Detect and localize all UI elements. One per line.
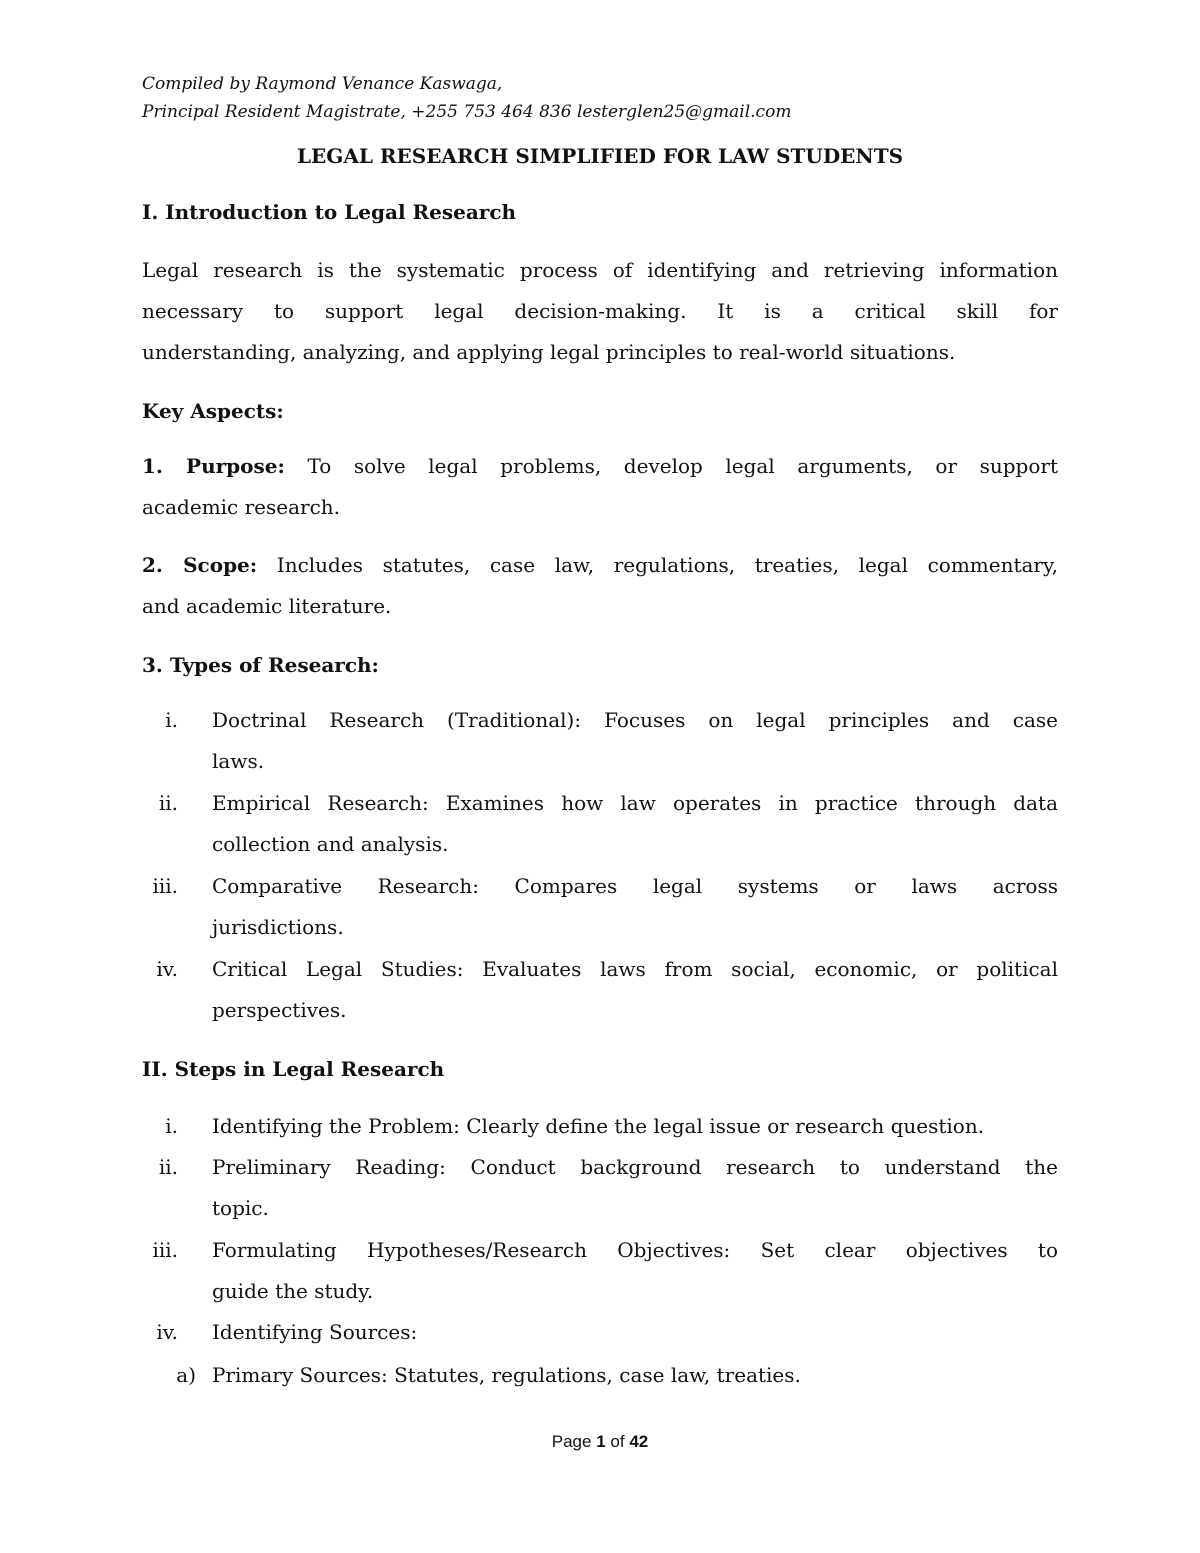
header-compiler: Compiled by Raymond Venance Kaswaga, <box>142 74 503 94</box>
list-number: ii. <box>158 791 178 815</box>
page-word: Page <box>551 1432 592 1451</box>
list-number: i. <box>165 1114 178 1138</box>
purpose-line-2: academic research. <box>142 495 341 519</box>
document-title: LEGAL RESEARCH SIMPLIFIED FOR LAW STUDENTS <box>296 144 904 168</box>
list-number: iii. <box>152 874 178 898</box>
list-item: Comparative Research: Compares legal systems or laws across jurisdictions. <box>212 874 1058 939</box>
intro-paragraph <box>142 250 1058 373</box>
list-item: Formulating Hypotheses/Research Objectives: Set clear objectives to guide the study. <box>212 1238 1058 1303</box>
page-total: 42 <box>629 1432 649 1451</box>
intro-line: necessary to support legal decision-making. It is a critical skill for <box>142 299 1058 323</box>
purpose-label: 1. Purpose: <box>142 454 285 478</box>
list-number: iv. <box>156 1320 178 1344</box>
key-aspects-heading: Key Aspects: <box>142 399 284 423</box>
section-2-heading: II. Steps in Legal Research <box>142 1057 445 1081</box>
list-number: ii. <box>158 1155 178 1179</box>
document-header <box>142 70 791 126</box>
list-item: Preliminary Reading: Conduct background research to understand the topic. <box>212 1155 1058 1220</box>
list-item: Identifying Sources: <box>212 1320 418 1344</box>
section-1-heading: I. Introduction to Legal Research <box>142 200 517 224</box>
list-number: i. <box>165 708 178 732</box>
scope-line-2: and academic literature. <box>142 594 392 618</box>
sublist-item: Primary Sources: Statutes, regulations, case law, treaties. <box>212 1363 801 1387</box>
sublist-letter: a) <box>176 1363 196 1387</box>
of-word: of <box>610 1432 625 1451</box>
intro-line: Legal research is the systematic process of identifying and retrieving information <box>142 258 1058 282</box>
purpose-paragraph <box>142 446 1058 528</box>
purpose-line <box>142 446 1058 487</box>
list-item: Identifying the Problem: Clearly define the legal issue or research question. <box>212 1114 985 1138</box>
scope-line <box>142 545 1058 586</box>
scope-text: Includes statutes, case law, regulations, treaties, legal commentary, <box>257 553 1058 577</box>
page-footer <box>0 1432 1200 1452</box>
list-number: iii. <box>152 1238 178 1262</box>
scope-label: 2. Scope: <box>142 553 258 577</box>
header-contact: Principal Resident Magistrate, +255 753 464 836 lesterglen25@gmail.com <box>142 102 792 122</box>
list-item: Doctrinal Research (Traditional): Focuses on legal principles and case laws. <box>212 708 1058 773</box>
scope-paragraph <box>142 545 1058 627</box>
list-item: Critical Legal Studies: Evaluates laws from social, economic, or political perspectives. <box>212 957 1058 1022</box>
types-heading: 3. Types of Research: <box>142 653 379 677</box>
list-number: iv. <box>156 957 178 981</box>
list-item: Empirical Research: Examines how law operates in practice through data collection and analysis. <box>212 791 1058 856</box>
intro-line: understanding, analyzing, and applying legal principles to real-world situations. <box>142 340 956 364</box>
purpose-text: To solve legal problems, develop legal arguments, or support <box>284 454 1058 478</box>
page-number: 1 <box>596 1432 606 1451</box>
